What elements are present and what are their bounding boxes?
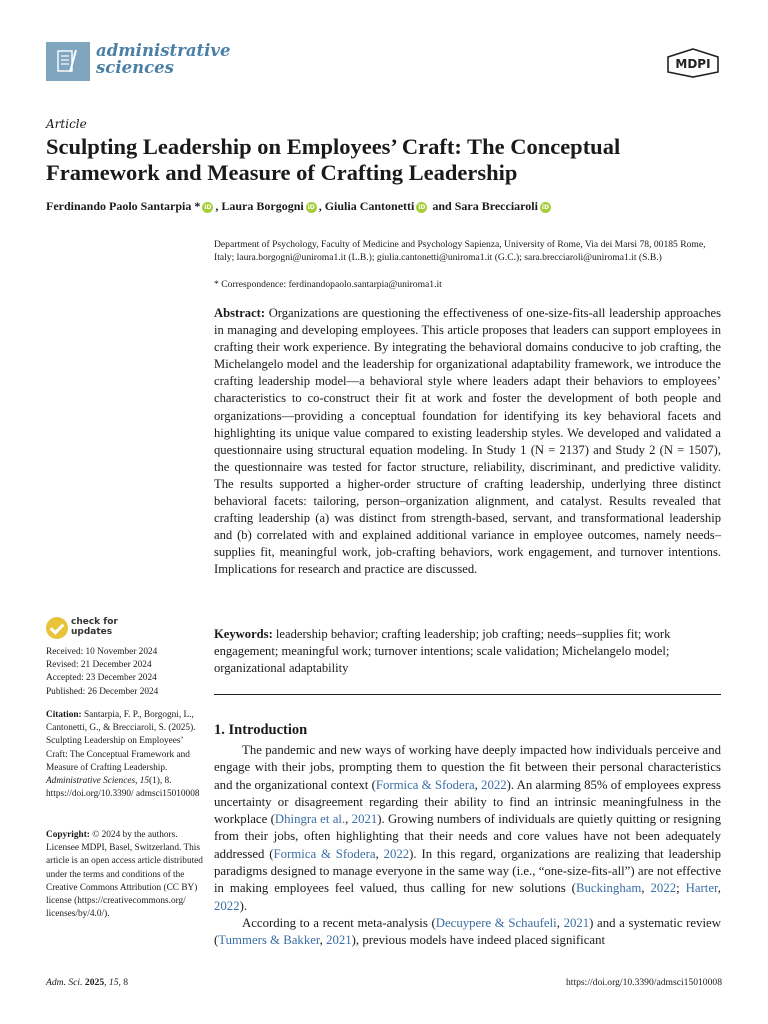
reference-link[interactable]: Decuypere & Schaufeli	[435, 915, 557, 930]
journal-name-line2: sciences	[96, 58, 174, 77]
keywords-text: leadership behavior; crafting leadership; job crafting; needs–supplies fit; work engagement; meaningful work; turnover intentions; scale validation; Michelangelo model; organizational adaptability	[214, 627, 671, 675]
reference-link[interactable]: Buckingham	[575, 881, 642, 896]
paragraph-text: ;	[676, 881, 686, 896]
corresponding-mark: *	[191, 199, 201, 213]
reference-link[interactable]: Tummers & Bakker	[218, 933, 320, 948]
journal-logo-icon	[46, 42, 90, 81]
section-body	[214, 742, 721, 950]
citation-block	[46, 709, 206, 801]
paragraph-text: ,	[717, 881, 721, 896]
paragraph-text: ). Growing numbers of individuals are quietly quitting or resigning from their jobs, often highlighting that their needs and core values have not been adequately addressed (	[214, 812, 721, 861]
author-name[interactable]: , Laura Borgogni	[215, 199, 304, 213]
orcid-icon[interactable]: iD	[307, 204, 315, 211]
footer-page: , 8	[118, 977, 129, 988]
paragraph-text: ), previous models have indeed placed significant	[351, 933, 606, 948]
footer-year: 2025	[84, 977, 105, 988]
check-line2: updates	[71, 627, 113, 637]
reference-link[interactable]: Dhingra et al.	[274, 812, 346, 827]
reference-link[interactable]: 2021	[326, 933, 352, 948]
reference-link[interactable]: Formica & Sfodera	[273, 846, 376, 861]
section-heading: 1. Introduction	[214, 722, 308, 738]
paragraph-text: According to a recent meta-analysis (	[242, 915, 436, 930]
keywords-label: Keywords:	[214, 627, 273, 641]
footer-journal: Adm. Sci.	[46, 977, 83, 988]
article-title: Sculpting Leadership on Employees’ Craft: The Conceptual Framework and Measure of Crafting Leadership	[46, 134, 621, 185]
author-list	[46, 199, 553, 214]
orcid-icon[interactable]: iD	[418, 204, 426, 211]
paragraph	[214, 915, 721, 950]
reference-link[interactable]: 2021	[351, 812, 378, 827]
author-name[interactable]: Ferdinando Paolo Santarpia	[46, 199, 192, 213]
reference-link[interactable]: 2022	[481, 777, 507, 792]
correspondence: * Correspondence: ferdinandopaolo.santarpia@uniroma1.it	[214, 279, 442, 290]
footer-doi-link[interactable]: https://doi.org/10.3390/admsci15010008	[566, 977, 722, 988]
orcid-icon[interactable]: iD	[204, 204, 212, 211]
reference-link[interactable]: 2022	[214, 898, 240, 913]
received-date: Received: 10 November 2024	[46, 647, 158, 657]
publisher-name: MDPI	[675, 57, 711, 71]
paragraph	[214, 742, 721, 915]
copyright-label: Copyright:	[46, 830, 90, 840]
copyright-block	[46, 829, 206, 921]
citation-text: Santarpia, F. P., Borgogni, L., Cantonetti, G., & Brecciaroli, S. (2025). Sculpting Leadership on Employees’ Craft: The Conceptual Framework and Measure of Crafting Leadership.	[46, 710, 196, 773]
author-name[interactable]: , Giulia Cantonetti	[318, 199, 415, 213]
revised-date: Revised: 21 December 2024	[46, 660, 152, 671]
paragraph-text: ). An alarming 85% of employees express uncertainty or disagreement regarding their ability to find an intrinsic meaningfulness in the workplace (	[214, 777, 721, 827]
reference-link[interactable]: 2022	[383, 846, 410, 861]
affiliation: Department of Psychology, Faculty of Medicine and Psychology Sapienza, University of Rome, Via dei Marsi 78, 00185 Rome, Italy; laura.borgogni@uniroma1.it (L.B.); giulia.cantonetti@uniroma1.it (G.C.); sara.brecciaroli@uniroma1.it (S.B.)	[214, 239, 706, 263]
paragraph-text: ,	[474, 777, 482, 792]
paragraph-text: ,	[375, 846, 384, 861]
reference-link[interactable]: 2022	[650, 881, 677, 896]
citation-tail[interactable]: (1), 8. https://doi.org/10.3390/ admsci15010008	[46, 776, 200, 800]
article-type: Article	[46, 117, 87, 131]
author-name[interactable]: and Sara Brecciaroli	[429, 199, 538, 213]
citation-journal: Administrative Sciences, 15	[46, 776, 150, 787]
journal-name	[96, 42, 231, 76]
citation-label: Citation:	[46, 710, 82, 720]
reference-link[interactable]: 2021	[563, 915, 590, 930]
accepted-date: Accepted: 23 December 2024	[46, 673, 157, 684]
abstract-label: Abstract:	[214, 306, 266, 320]
check-line1: check for	[71, 617, 118, 627]
reference-link[interactable]: Harter	[685, 881, 718, 896]
paragraph-text: ,	[556, 915, 564, 930]
check-icon	[46, 617, 68, 639]
keywords	[214, 626, 721, 677]
paragraph-text: ,	[319, 933, 327, 948]
section-divider	[214, 694, 721, 695]
reference-link[interactable]: Formica & Sfodera	[375, 777, 475, 792]
copyright-text: © 2024 by the authors. Licensee MDPI, Basel, Switzerland. This article is an open access article distributed under the terms and conditions of the Creative Commons Attribution (CC BY) license (https://creativecommons.org/ licenses/by/4.0/).	[46, 830, 203, 920]
published-date: Published: 26 December 2024	[46, 686, 159, 697]
paragraph-text: ).	[239, 898, 248, 913]
journal-name-line1: administrative	[96, 41, 231, 60]
abstract	[214, 305, 721, 579]
footer-volume: 15	[108, 977, 119, 988]
paragraph-text: ,	[345, 812, 352, 827]
paragraph-text: ) and a systematic review (	[214, 915, 721, 948]
orcid-icon[interactable]: iD	[541, 204, 549, 211]
mdpi-logo	[666, 48, 720, 78]
paragraph-text: ). In this regard, organizations are realizing that leadership paradigms designed to manage everyone in the same way (i.e., “one-size-fits-all”) are not effective in making employees feel valued, thus calling for new solutions (	[214, 846, 722, 896]
paragraph-text: The pandemic and new ways of working have deeply impacted how individuals perceive and engage with their jobs, prompting them to question the fit between their personal characteristics and the organizational context (	[214, 743, 721, 792]
abstract-text: Organizations are questioning the effectiveness of one-size-fits-all leadership approaches in managing and developing employees. This article proposes that leaders can support employees in crafting their work experience. By integrating the behavioral domains conducive to job crafting, the Michelangelo model and the leadership for organizational adaptability framework, we introduce the crafting leadership model—a behavioral style where leaders adapt their behaviors to employees’ characteristics to co-construct their fit at work and foster the development of both people and organizations—providing a conceptual foundation for identifying its key behavioral facets and highlighting its unique value compared to existing leadership styles. We developed and validated a questionnaire using structural equation modeling. In Study 1 (N = 2137) and Study 2 (N = 1507), the questionnaire was tested for factor structure, reliability, discriminant, and predictive validity. The results supported a higher-order structure of crafting leadership, underlying three distinct behavioral facets: tailoring, person–organization alignment, and catalyst. Results revealed that crafting leadership (a) was distinct from strength-based, servant, and transformational leadership and (b) correlated with and explained additional variance in employee outcomes, namely needs–supplies fit, meaningful work, job-crafting behaviors, work engagement, and turnover intentions. Implications for research and practice are discussed.	[214, 306, 721, 577]
footer-citation: Adm. Sci. 2025, 15, 8	[46, 977, 129, 988]
paragraph-text: ,	[641, 881, 651, 896]
publication-dates	[46, 646, 158, 699]
